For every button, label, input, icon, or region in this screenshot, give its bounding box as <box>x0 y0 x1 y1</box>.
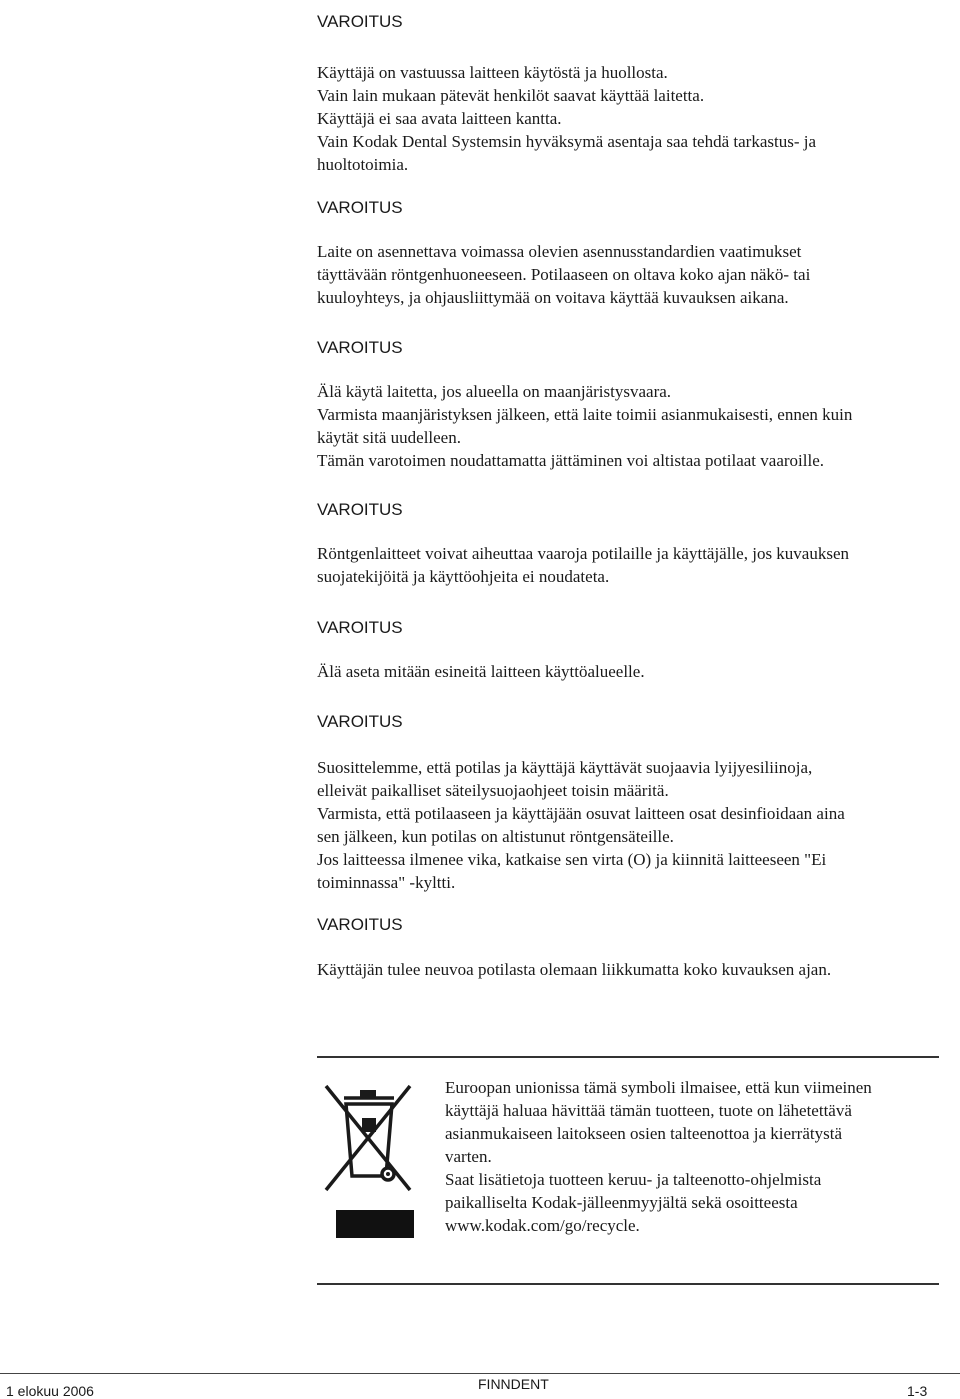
warning-line: sen jälkeen, kun potilas on altistunut röntgensäteille. <box>317 827 674 846</box>
warning-heading: VAROITUS <box>317 618 403 637</box>
warning-line: elleivät paikalliset säteilysuojaohjeet toisin määritä. <box>317 781 669 800</box>
warning-line: Käyttäjä ei saa avata laitteen kantta. <box>317 109 562 128</box>
weee-link-text: www.kodak.com/go/recycle. <box>445 1216 640 1235</box>
footer-language: FINNDENT <box>478 1376 549 1392</box>
warning-section-4 <box>317 499 957 588</box>
warning-section-5 <box>317 617 957 683</box>
warning-line: Älä käytä laitetta, jos alueella on maanjäristysvaara. <box>317 382 672 401</box>
weee-line: varten. <box>445 1147 492 1166</box>
warning-section-2 <box>317 197 957 309</box>
warning-heading: VAROITUS <box>317 198 403 217</box>
warning-section-1 <box>317 11 957 176</box>
warning-line: Laite on asennettava voimassa olevien asennusstandardien vaatimukset <box>317 242 802 261</box>
footer-page-number: 1-3 <box>907 1383 928 1399</box>
weee-line: käyttäjä haluaa hävittää tämän tuotteen, tuote on lähetettävä <box>445 1101 852 1120</box>
warning-line: täyttävään röntgenhuoneeseen. Potilaaseen on oltava koko ajan näkö- tai <box>317 265 811 284</box>
warning-section-6 <box>317 711 957 894</box>
divider-bottom <box>317 1283 939 1285</box>
warning-heading: VAROITUS <box>317 915 403 934</box>
warning-line: Varmista maanjäristyksen jälkeen, että laite toimii asianmukaisesti, ennen kuin <box>317 405 853 424</box>
warning-line: käytät sitä uudelleen. <box>317 428 461 447</box>
warning-line: Käyttäjä on vastuussa laitteen käytöstä ja huollosta. <box>317 63 668 82</box>
warning-line: kuuloyhteys, ja ohjausliittymää on voitava käyttää kuvauksen aikana. <box>317 288 789 307</box>
warning-section-3 <box>317 337 957 472</box>
warning-line: suojatekijöitä ja käyttöohjeita ei noudateta. <box>317 567 610 586</box>
warning-heading: VAROITUS <box>317 12 403 31</box>
footer-divider <box>0 1373 960 1374</box>
weee-line: paikalliselta Kodak-jälleenmyyjältä sekä osoitteesta <box>445 1193 798 1212</box>
warning-line: huoltotoimia. <box>317 155 409 174</box>
warning-line: Älä aseta mitään esineitä laitteen käyttöalueelle. <box>317 662 645 681</box>
warning-heading: VAROITUS <box>317 500 403 519</box>
footer-date: 1 elokuu 2006 <box>6 1383 94 1399</box>
warning-line: Vain lain mukaan pätevät henkilöt saavat käyttää laitetta. <box>317 86 705 105</box>
warning-line: Käyttäjän tulee neuvoa potilasta olemaan liikkumatta koko kuvauksen ajan. <box>317 960 832 979</box>
warning-line: Vain Kodak Dental Systemsin hyväksymä asentaja saa tehdä tarkastus- ja <box>317 132 817 151</box>
warning-line: Tämän varotoimen noudattamatta jättäminen voi altistaa potilaat vaaroille. <box>317 451 824 470</box>
weee-line: asianmukaiseen laitokseen osien talteenottoa ja kierrätystä <box>445 1124 842 1143</box>
crossed-out-wheelie-bin-icon <box>322 1080 414 1240</box>
warning-heading: VAROITUS <box>317 338 403 357</box>
warning-line: Suosittelemme, että potilas ja käyttäjä käyttävät suojaavia lyijyesiliinoja, <box>317 758 813 777</box>
warning-line: toiminnassa" -kyltti. <box>317 873 456 892</box>
warning-line: Varmista, että potilaaseen ja käyttäjään osuvat laitteen osat desinfioidaan aina <box>317 804 845 823</box>
warning-section-7 <box>317 914 957 981</box>
divider-top <box>317 1056 939 1058</box>
warning-line: Röntgenlaitteet voivat aiheuttaa vaaroja potilaille ja käyttäjälle, jos kuvauksen <box>317 544 850 563</box>
warning-line: Jos laitteessa ilmenee vika, katkaise sen virta (O) ja kiinnitä laitteeseen "Ei <box>317 850 827 869</box>
weee-line: Saat lisätietoja tuotteen keruu- ja talteenotto-ohjelmista <box>445 1170 822 1189</box>
warning-heading: VAROITUS <box>317 712 403 731</box>
weee-line: Euroopan unionissa tämä symboli ilmaisee, että kun viimeinen <box>445 1078 872 1097</box>
weee-notice <box>445 1076 957 1237</box>
